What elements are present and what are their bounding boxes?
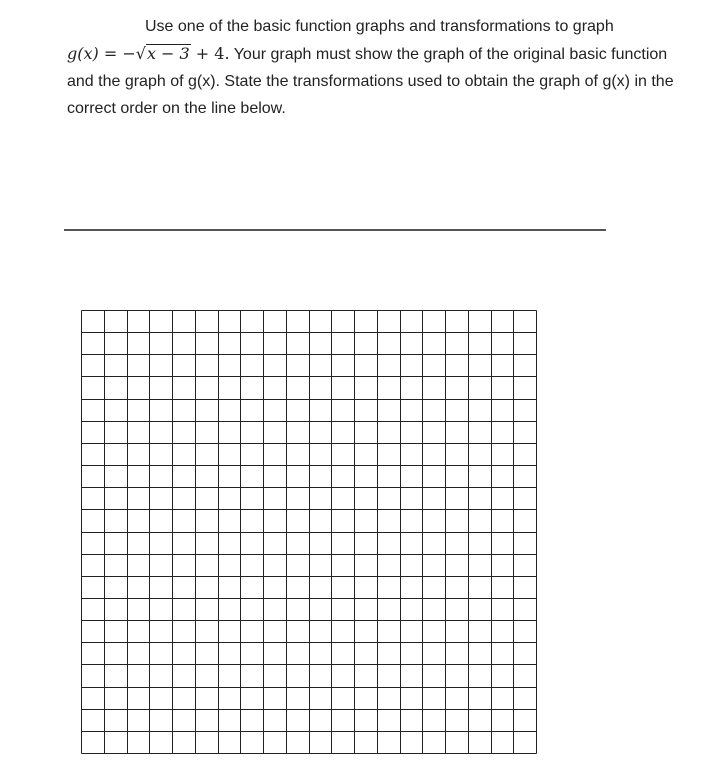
function-equals: = −: [98, 44, 136, 63]
problem-intro: Use one of the basic function graphs and transformations to graph: [145, 18, 614, 35]
function-name: g(x): [67, 44, 99, 63]
radicand: x − 3: [146, 44, 190, 63]
answer-line[interactable]: [64, 229, 606, 231]
problem-statement: [67, 13, 697, 122]
function-expression: g(x) = −√x − 3 + 4.: [67, 44, 230, 63]
problem-body: [67, 40, 697, 122]
problem-instructions: Your graph must show the graph of the original basic function and the graph of g(x). State the transformations used to obtain the graph of g(x) in the correct order on the line below.: [67, 46, 674, 117]
graph-grid[interactable]: [81, 310, 537, 754]
function-constant: + 4.: [190, 44, 230, 63]
